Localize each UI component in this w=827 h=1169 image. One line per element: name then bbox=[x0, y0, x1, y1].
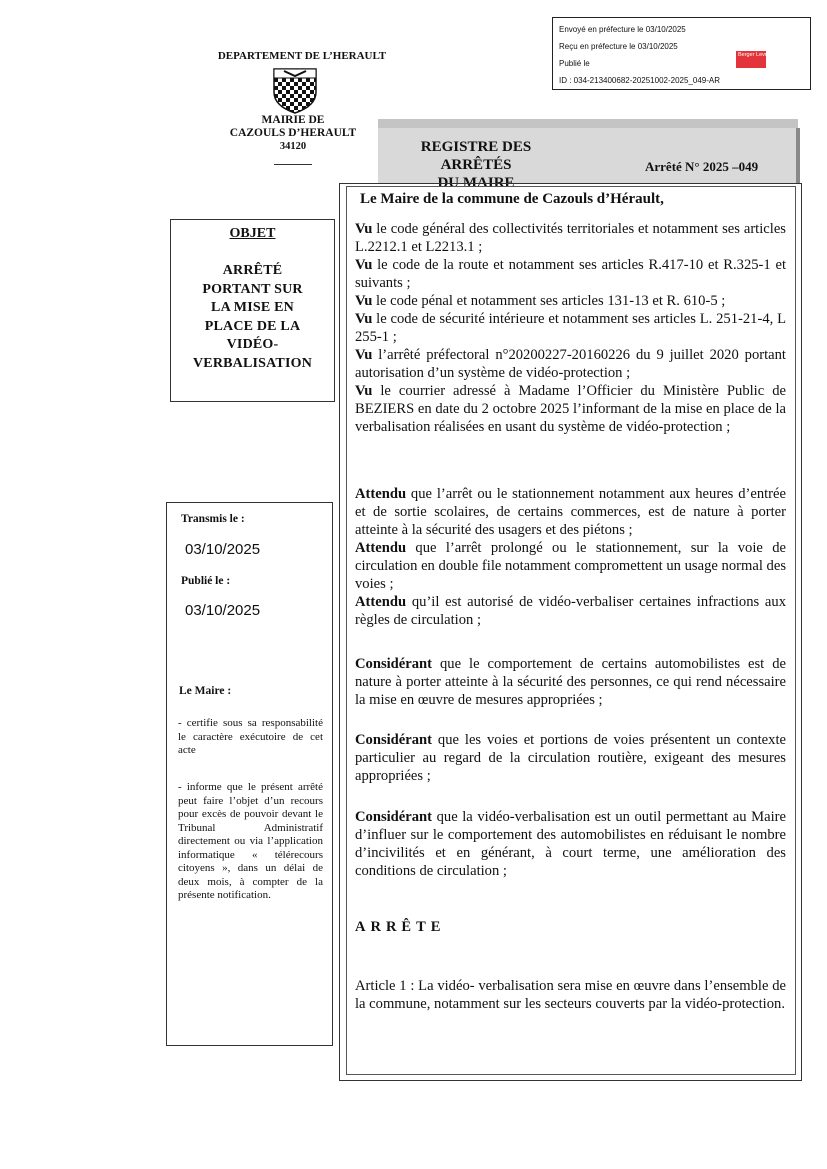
attendu-paragraph: Attendu que l’arrêt prolongé ou le stationnement, sur la voie de circulation en double file notamment compromettent un usage normal des voies ; bbox=[355, 540, 786, 592]
transmis-label: Transmis le : bbox=[181, 513, 245, 525]
vu-paragraph: Vu le code de la route et notamment ses articles R.417-10 et R.325-1 et suivants ; bbox=[355, 257, 786, 291]
stamp-recu: Reçu en préfecture le 03/10/2025 bbox=[559, 42, 678, 51]
registre-title: REGISTRE DES ARRÊTÉS DU MAIRE bbox=[420, 139, 532, 191]
vu-paragraph: Vu le courrier adressé à Madame l’Officier du Ministère Public de BEZIERS en date du 2 octobre 2025 l’informant de la mise en place de la verbalisation réalisées en usant du système de vidéo-protection ; bbox=[355, 383, 786, 435]
mairie-line1: MAIRIE DE bbox=[261, 114, 325, 126]
attendu-section bbox=[355, 485, 786, 629]
certifie-text: - certifie sous sa responsabilité le caractère exécutoire de cet acte bbox=[178, 717, 323, 756]
vu-paragraph: Vu le code général des collectivités territoriales et notamment ses articles L.2212.1 et L2213.1 ; bbox=[355, 221, 786, 255]
stamp-publie: Publié le bbox=[559, 59, 590, 68]
arrete-heading: ARRÊTE bbox=[355, 919, 446, 935]
article-1: Article 1 : La vidéo- verbalisation sera mise en œuvre dans l’ensemble de la commune, notamment sur les secteurs couverts par la vidéo-protection. bbox=[355, 978, 786, 1012]
mairie-line2: CAZOULS D’HERAULT bbox=[229, 127, 357, 139]
attendu-paragraph: Attendu qu’il est autorisé de vidéo-verbaliser certaines infractions aux règles de circulation ; bbox=[355, 594, 786, 628]
divider bbox=[274, 164, 312, 165]
stamp-envoye: Envoyé en préfecture le 03/10/2025 bbox=[559, 25, 686, 34]
main-title: Le Maire de la commune de Cazouls d’Hérault, bbox=[360, 191, 664, 207]
considerant-paragraph: Considérant que les voies et portions de voies présentent un contexte particulier au regard de la circulation routière, exigeant des mesures appropriées ; bbox=[355, 732, 786, 784]
attendu-paragraph: Attendu que l’arrêt ou le stationnement notamment aux heures d’entrée et de sortie scolaires, de certains commerces, est de nature à porter atteinte à la sécurité des usagers et des piétons ; bbox=[355, 486, 786, 538]
department-name: DEPARTEMENT DE L’HERAULT bbox=[217, 50, 387, 62]
vu-paragraph: Vu l’arrêté préfectoral n°20200227-20160226 du 9 juillet 2020 portant autorisation d’un système de vidéo-protection ; bbox=[355, 347, 786, 381]
considerant-paragraph: Considérant que le comportement de certains automobilistes est de nature à porter atteinte à la sécurité des personnes, ce qui rend nécessaire la mise en œuvre de mesures appropriées ; bbox=[355, 656, 786, 708]
vu-paragraph: Vu le code pénal et notamment ses articles 131-13 et R. 610-5 ; bbox=[355, 293, 726, 309]
berger-levrault-logo: Berger Levrault bbox=[736, 51, 766, 68]
objet-heading: OBJET bbox=[229, 226, 276, 241]
stamp-id: ID : 034-213400682-20251002-2025_049-AR bbox=[559, 76, 721, 85]
considerant-paragraph: Considérant que la vidéo-verbalisation est un outil permettant au Maire d’influer sur le comportement des automobilistes en réduisant le nombre d’incivilités et en générant, à court terme, une amélioration des conditions de circulation ; bbox=[355, 809, 786, 879]
mairie-postcode: 34120 bbox=[279, 141, 307, 152]
arrete-number: Arrêté N° 2025 –049 bbox=[645, 159, 759, 174]
informe-text: - informe que le présent arrêté peut faire l’objet d’un recours pour excès de pouvoir devant le Tribunal Administratif directement ou via l’application informatique « télérecours citoyens », dans un délai de deux mois, à compter de la présente notification. bbox=[178, 781, 323, 901]
objet-text: ARRÊTÉ PORTANT SUR LA MISE EN PLACE DE LA VIDÉO- VERBALISATION bbox=[192, 263, 313, 371]
maire-label: Le Maire : bbox=[179, 685, 232, 697]
transmis-date: 03/10/2025 bbox=[185, 541, 261, 558]
publie-label: Publié le : bbox=[181, 575, 231, 587]
prefecture-stamp bbox=[552, 17, 811, 90]
vu-section bbox=[355, 220, 786, 436]
vu-paragraph: Vu le code de sécurité intérieure et notamment ses articles L. 251-21-4, L 255-1 ; bbox=[355, 311, 786, 345]
coat-of-arms-icon bbox=[270, 66, 320, 114]
mairie-block bbox=[222, 114, 364, 153]
publie-date: 03/10/2025 bbox=[185, 602, 261, 619]
